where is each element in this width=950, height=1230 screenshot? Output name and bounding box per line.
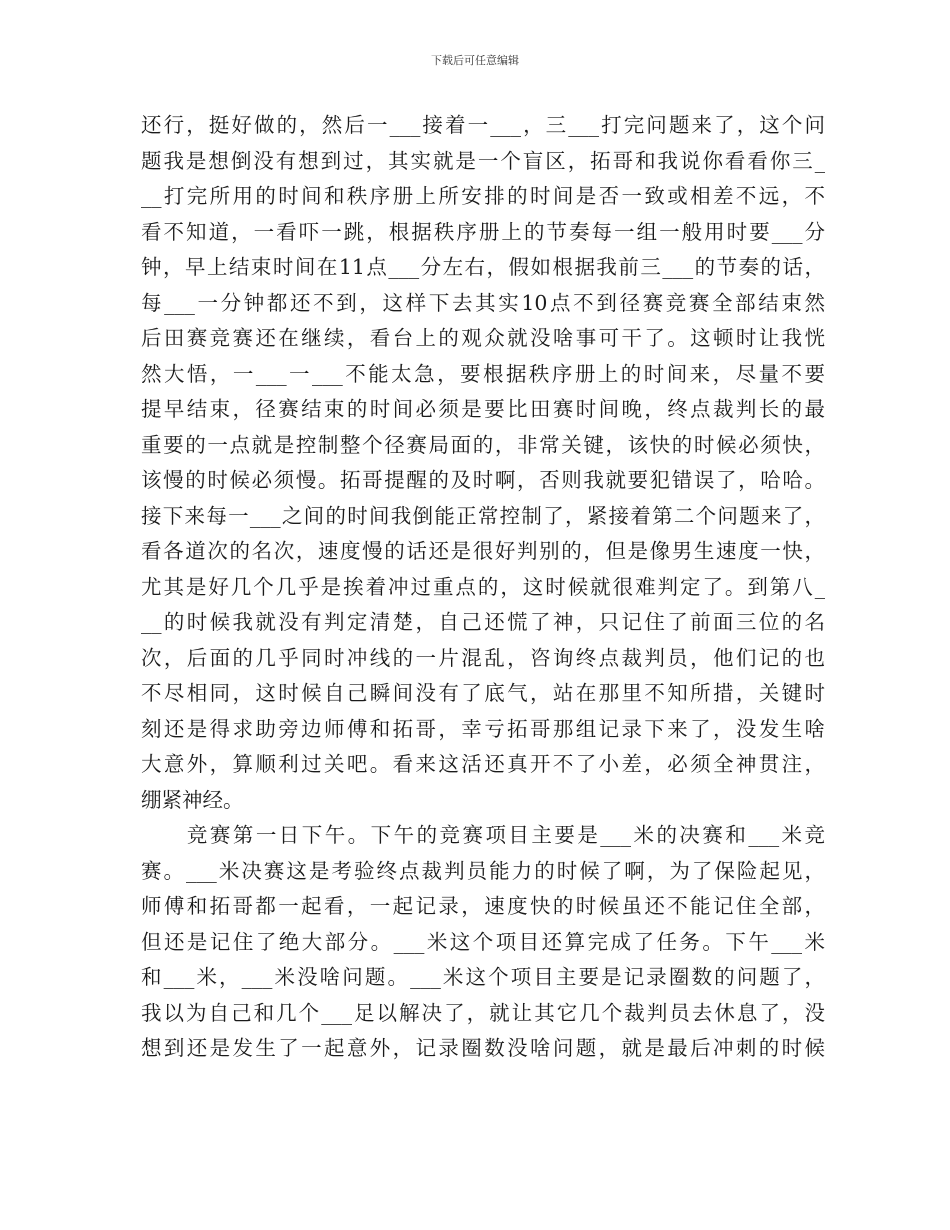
paragraph-2 <box>141 818 825 1067</box>
text-line: 赛。___米决赛这是考验终点裁判员能力的时候了啊，为了保险起见， <box>141 858 825 883</box>
text-line: 想到还是发生了一起意外，记录圈数没啥问题，就是最后冲刺的时候 <box>141 1036 825 1060</box>
text-line: 师傅和拓哥都一起看，一起记录，速度快的时候虽还不能记住全部， <box>141 894 825 918</box>
text-line: 然大悟，一___一___不能太急，要根据秩序册上的时间来，尽量不要 <box>141 361 825 386</box>
text-line: 刻还是得求助旁边师傅和拓哥，幸亏拓哥那组记录下来了，没发生啥 <box>141 716 825 741</box>
paragraph-1 <box>141 108 825 818</box>
text-line: 我以为自己和几个___足以解决了，就让其它几个裁判员去休息了，没 <box>141 1000 825 1025</box>
text-line: 大意外，算顺利过关吧。看来这活还真开不了小差，必须全神贯注， <box>141 752 825 776</box>
text-line: 重要的一点就是控制整个径赛局面的，非常关键，该快的时候必须快， <box>141 432 825 457</box>
text-line: 不尽相同，这时候自己瞬间没有了底气，站在那里不知所措，关键时 <box>141 681 825 705</box>
text-line: 题我是想倒没有想到过，其实就是一个盲区，拓哥和我说你看看你三_ <box>141 148 825 173</box>
text-line: 次，后面的几乎同时冲线的一片混乱，咨询终点裁判员，他们记的也 <box>141 645 825 670</box>
text-line: 看各道次的名次，速度慢的话还是很好判别的，但是像男生速度一快， <box>141 539 825 563</box>
text-line: 尤其是好几个几乎是挨着冲过重点的，这时候就很难判定了。到第八_ <box>141 574 825 599</box>
text-line: 看不知道，一看吓一跳，根据秩序册上的节奏每一组一般用时要___分 <box>141 219 825 244</box>
text-line: 还行，挺好做的，然后一___接着一___，三___打完问题来了，这个问 <box>141 113 825 137</box>
text-line: 和___米，___米没啥问题。___米这个项目主要是记录圈数的问题了， <box>141 965 825 989</box>
text-line: 后田赛竞赛还在继续，看台上的观众就没啥事可干了。这顿时让我恍 <box>141 326 825 350</box>
text-line: 绷紧神经。 <box>141 787 244 812</box>
text-line: 但还是记住了绝大部分。___米这个项目还算完成了任务。下午___米 <box>141 929 825 954</box>
page-header: 下载后可任意编辑 <box>431 54 519 67</box>
text-line: 提早结束，径赛结束的时间必须是要比田赛时间晚，终点裁判长的最 <box>141 397 825 421</box>
text-line: 接下来每一___之间的时间我倒能正常控制了，紧接着第二个问题来了， <box>141 503 825 528</box>
text-line: 竞赛第一日下午。下午的竞赛项目主要是___米的决赛和___米竞 <box>141 823 825 847</box>
text-line: 该慢的时候必须慢。拓哥提醒的及时啊，否则我就要犯错误了，哈哈。 <box>141 468 825 492</box>
text-line: __打完所用的时间和秩序册上所安排的时间是否一致或相差不远，不 <box>141 184 825 208</box>
text-line: __的时候我就没有判定清楚，自己还慌了神，只记住了前面三位的名 <box>141 610 825 634</box>
text-line: 钟，早上结束时间在11点___分左右，假如根据我前三___的节奏的话， <box>141 255 825 279</box>
text-line: 每___一分钟都还不到，这样下去其实10点不到径赛竞赛全部结束然 <box>141 290 825 315</box>
document-body <box>141 108 825 1067</box>
